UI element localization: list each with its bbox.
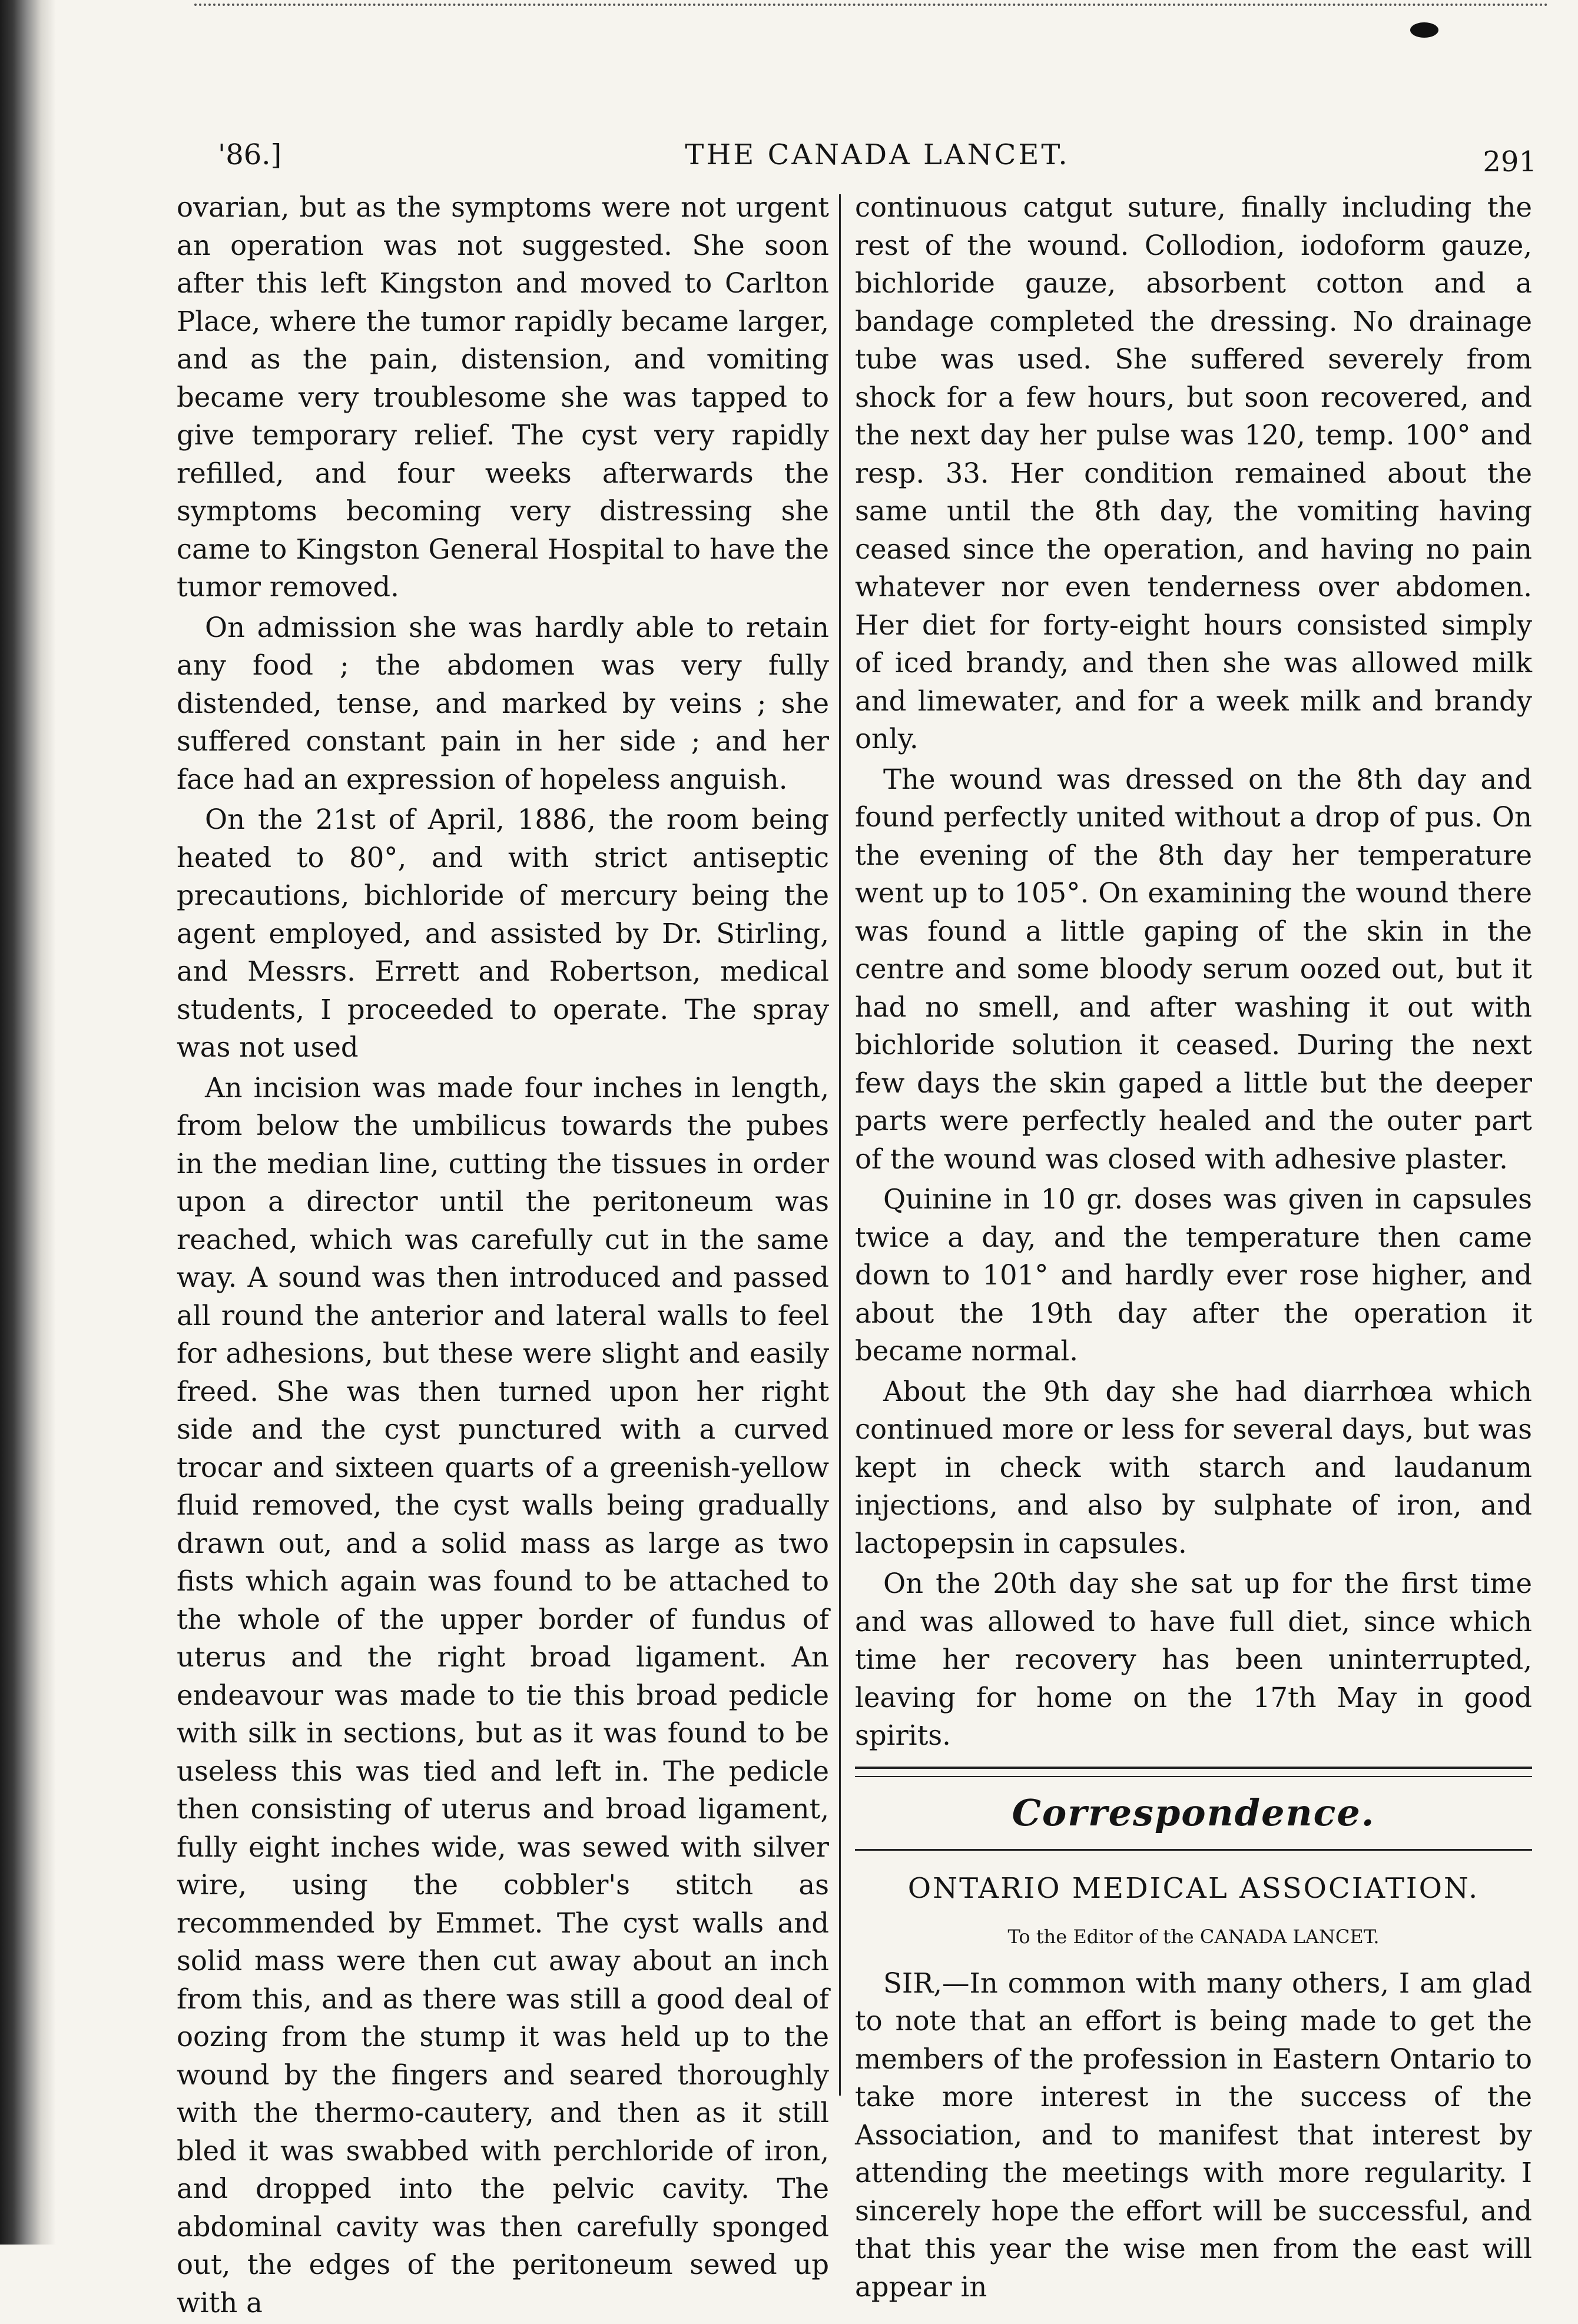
paragraph: On the 21st of April, 1886, the room being heated to 80°, and with strict antiseptic precautions, bichloride of mercury being the agent employed, and assisted by Dr. Stirling, and Messrs. Errett and Robertson, medical students, I proceeded to operate. The spray was not used — [177, 804, 829, 1063]
page-number: 291 — [1483, 145, 1537, 178]
right-column — [855, 188, 1532, 2308]
column-divider — [839, 194, 841, 2096]
section-rule — [855, 1767, 1532, 1777]
journal-title: THE CANADA LANCET. — [685, 138, 1070, 171]
left-column — [177, 188, 829, 2324]
top-scan-border — [194, 4, 1549, 8]
section-heading: Correspondence. — [1012, 1791, 1375, 1834]
paragraph: On admission she was hardly able to retain any food ; the abdomen was very fully distended, tense, and marked by veins ; she suffered constant pain in her side ; and her face had an expression of hopeless anguish. — [177, 611, 829, 795]
letter-paragraph — [855, 1964, 1532, 2306]
paragraph: continuous catgut suture, finally including the rest of the wound. Collodion, iodoform gauze, bichloride gauze, absorbent cotton and a bandage completed the dressing. No drainage tube was used. She suffered severely from shock for a few hours, but soon recovered, and the next day her pulse was 120, temp. 100° and resp. 33. Her condition remained about the same until the 8th day, the vomiting having ceased since the operation, and having no pain whatever nor even tenderness over abdomen. Her diet for forty-eight hours consisted simply of iced brandy, and then she was allowed milk and limewater, and for a week milk and brandy only. — [855, 191, 1532, 755]
article-title: ONTARIO MEDICAL ASSOCIATION. — [907, 1871, 1480, 1905]
paragraph: The wound was dressed on the 8th day and found perfectly united without a drop of pus. On the evening of the 8th day her temperature went up to 105°. On examining the wound there was found a little gaping of the skin in the centre and some bloody serum oozed out, but it had no smell, and after washing it out with bichloride solution it ceased. During the next few days the skin gaped a little but the deeper parts were perfectly healed and the outer part of the wound was closed with adhesive plaster. — [855, 763, 1532, 1175]
paragraph: An incision was made four inches in length, from below the umbilicus towards the pubes in the median line, cutting the tissues in order upon a director until the peritoneum was reached, which was carefully cut in the same way. A sound was then introduced and passed all round the anterior and lateral walls to feel for adhesions, but these were slight and easily freed. She was then turned upon her right side and the cyst punctured with a curved trocar and sixteen quarts of a greenish-yellow fluid removed, the cyst walls being gradually drawn out, and a solid mass as large as two fists which again was found to be attached to the whole of the upper border of fundus of uterus and the right broad ligament. An endeavour was made to tie this broad pedicle with silk in sections, but as it was found to be useless this was tied and left in. The pedicle then consisting of uterus and broad ligament, fully eight inches wide, was sewed with silver wire, using the cobbler's stitch as recommended by Emmet. The cyst walls and solid mass were then cut away about an inch from this, and as there was still a good deal of oozing from the stump it was held up to the wound by the fingers and seared thoroughly with the thermo-cautery, and then as it still bled it was swabbed with perchloride of iron, and dropped into the pelvic cavity. The abdominal cavity was then carefully sponged out, the edges of the peritoneum sewed up with a — [177, 1071, 829, 2319]
section-rule-thin — [855, 1849, 1532, 1851]
paragraph: On the 20th day she sat up for the first time and was allowed to have full diet, since which time her recovery has been uninterrupted, leaving for home on the 17th May in good spirits. — [855, 1568, 1532, 1751]
page-header — [218, 132, 1537, 185]
book-binding-edge — [0, 0, 56, 2245]
letter-salutation: SIR, — [883, 1967, 943, 1999]
editor-address: To the Editor of the CANADA LANCET. — [1007, 1925, 1380, 1948]
paragraph: Quinine in 10 gr. doses was given in capsules twice a day, and the temperature then came down to 101° and hardly ever rose higher, and about the 19th day after the operation it became normal. — [855, 1183, 1532, 1367]
volume-label: '86.] — [218, 138, 282, 171]
paragraph: About the 9th day she had diarrhœa which continued more or less for several days, but was kept in check with starch and laudanum injections, and also by sulphate of iron, and lactopepsin in capsules. — [855, 1375, 1532, 1559]
ink-mark — [1410, 22, 1438, 38]
paragraph: ovarian, but as the symptoms were not urgent an operation was not suggested. She soon after this left Kingston and moved to Carlton Place, where the tumor rapidly became larger, and as the pain, distension, and vomiting became very troublesome she was tapped to give temporary relief. The cyst very rapidly refilled, and four weeks afterwards the symptoms becoming very distressing she came to Kingston General Hospital to have the tumor removed. — [177, 191, 829, 603]
letter-text: —In common with many others, I am glad to note that an effort is being made to get the members of the profession in Eastern Ontario to take more interest in the success of the Association, and to manifest that interest by attending the meetings with more regularity. I sincerely hope the effort will be successful, and that this year the wise men from the east will appear in — [855, 1967, 1532, 2303]
